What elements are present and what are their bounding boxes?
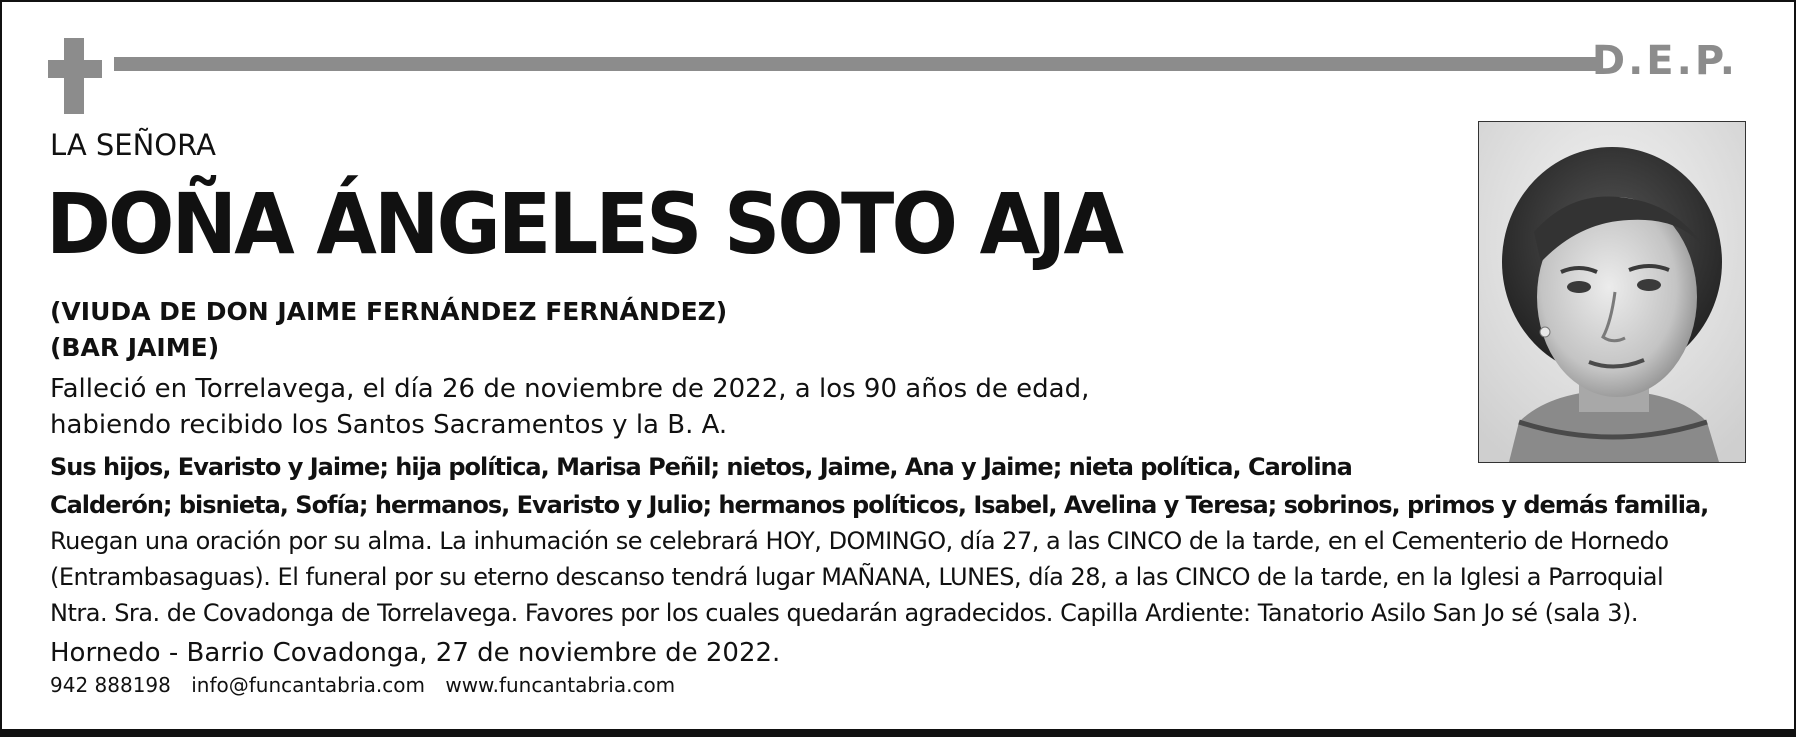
honorific: LA SEÑORA xyxy=(50,128,216,162)
death-line: Falleció en Torrelavega, el día 26 de noviembre de 2022, a los 90 años de edad, xyxy=(50,374,1090,404)
service-line: (Entrambasaguas). El funeral por su eterno descanso tendrá lugar MAÑANA, LUNES, día 28, a las CINCO de la tarde, en la Iglesi a Parroquial xyxy=(50,563,1664,591)
phone-number: 942 888198 xyxy=(50,673,171,697)
service-line: Ruegan una oración por su alma. La inhumación se celebrará HOY, DOMINGO, día 27, a las CINCO de la tarde, en el Cementerio de Hornedo xyxy=(50,527,1669,555)
death-info xyxy=(50,371,1089,443)
service-line: Ntra. Sra. de Covadonga de Torrelavega. Favores por los cuales quedarán agradecidos. Capilla Ardiente: Tanatorio Asilo San Jo sé (sala 3). xyxy=(50,599,1638,627)
portrait-image xyxy=(1479,122,1745,462)
family-line: Calderón; bisnieta, Sofía; hermanos, Evaristo y Julio; hermanos políticos, Isabel, Avelina y Teresa; sobrinos, primos y demás familia, xyxy=(50,491,1709,519)
service-details xyxy=(50,523,1669,631)
widow-line: (VIUDA DE DON JAIME FERNÁNDEZ FERNÁNDEZ) xyxy=(50,297,728,326)
sacraments-line: habiendo recibido los Santos Sacramentos y la B. A. xyxy=(50,410,728,440)
business-line: (BAR JAIME) xyxy=(50,333,220,362)
cross-icon xyxy=(48,38,102,114)
header-rule xyxy=(114,57,1598,71)
dep-label: D.E.P. xyxy=(1591,38,1738,84)
email-address: info@funcantabria.com xyxy=(191,673,425,697)
portrait-photo xyxy=(1478,121,1746,463)
place-date: Hornedo - Barrio Covadonga, 27 de noviembre de 2022. xyxy=(50,638,781,668)
widow-info xyxy=(50,294,727,366)
deceased-name: DOÑA ÁNGELES SOTO AJA xyxy=(46,175,1122,273)
family-line: Sus hijos, Evaristo y Jaime; hija política, Marisa Peñil; nietos, Jaime, Ana y Jaime; nieta política, Carolina xyxy=(50,453,1352,481)
family-list xyxy=(50,448,1750,524)
website-address: www.funcantabria.com xyxy=(445,673,676,697)
contact-info xyxy=(50,672,689,698)
